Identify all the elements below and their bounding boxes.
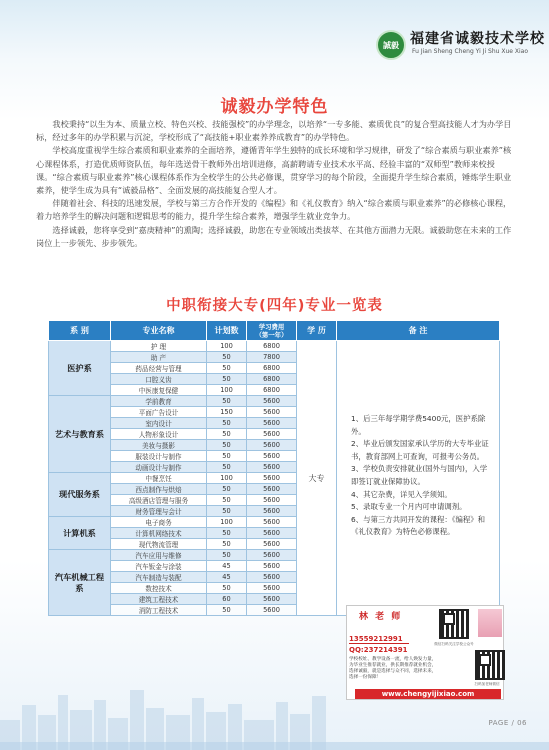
tuition-cell: 5600: [247, 572, 297, 583]
major-cell: 护 理: [111, 341, 207, 352]
tuition-cell: 5600: [247, 583, 297, 594]
major-cell: 计算机网络技术: [111, 528, 207, 539]
contact-phone[interactable]: 13559212991: [349, 635, 403, 643]
major-cell: 建筑工程技术: [111, 594, 207, 605]
header-category: 系 别: [49, 321, 111, 341]
enrollment-cell: 50: [207, 462, 247, 473]
tuition-cell: 5600: [247, 440, 297, 451]
major-cell: 电子商务: [111, 517, 207, 528]
enrollment-cell: 50: [207, 352, 247, 363]
enrollment-cell: 50: [207, 396, 247, 407]
major-cell: 学前教育: [111, 396, 207, 407]
major-cell: 高级酒店管理与服务: [111, 495, 207, 506]
note-item: 5、录取专业一个月内可申请调剂。: [351, 502, 467, 512]
major-cell: 美妆与摄影: [111, 440, 207, 451]
intro-paragraph-1: 我校秉持“以生为本、质量立校、特色兴校、技能强校”的办学理念，以培养“一专多能、素质优良”的复合型高技能人才为办学目标，经过多年的办学积累与沉淀，学校形成了“高技能+职业素养养成教育”的办学特色。: [36, 119, 512, 143]
enrollment-cell: 50: [207, 583, 247, 594]
program-table: [48, 320, 500, 616]
header-tuition-sub: （第一年）: [255, 330, 288, 339]
table-row: [49, 341, 500, 352]
major-cell: 药品经营与管理: [111, 363, 207, 374]
education-cell: 大专: [297, 341, 337, 616]
major-cell: 口腔义齿: [111, 374, 207, 385]
major-cell: 人物形象设计: [111, 429, 207, 440]
enrollment-cell: 50: [207, 374, 247, 385]
note-item: 2、毕业后颁发国家承认学历的大专毕业证书，教育部网上可查询，可报考公务员。: [351, 439, 489, 461]
header-tuition-label: 学习费用: [258, 322, 285, 331]
enrollment-cell: 150: [207, 407, 247, 418]
major-cell: 平面广告设计: [111, 407, 207, 418]
tuition-cell: 5600: [247, 594, 297, 605]
tuition-cell: 5600: [247, 495, 297, 506]
feature-section-title: 诚毅办学特色: [220, 97, 329, 117]
tuition-cell: 6800: [247, 374, 297, 385]
contact-photo: [478, 609, 502, 637]
tuition-cell: 5600: [247, 506, 297, 517]
teacher-qr-code[interactable]: [475, 650, 505, 680]
major-cell: 消防工程技术: [111, 605, 207, 616]
contact-card: [346, 605, 504, 700]
major-cell: 中医康复保健: [111, 385, 207, 396]
tuition-cell: 5600: [247, 462, 297, 473]
note-item: 1、后三年每学期学费5400元，医护系除外。: [351, 414, 486, 436]
page-header: [0, 0, 549, 70]
feature-intro: [36, 118, 514, 250]
enrollment-cell: 50: [207, 418, 247, 429]
enrollment-cell: 100: [207, 517, 247, 528]
tuition-cell: 5600: [247, 484, 297, 495]
program-table-title: 中职衔接大专(四年)专业一览表: [166, 298, 383, 314]
tuition-cell: 5600: [247, 605, 297, 616]
contact-description: 学校校址、教学设备一流，给人焕发力量，为毕业生推荐就业，供长期推荐就业机会，选择诚毅，就是选择与众不同，选择未来，选择一份保障！: [349, 657, 437, 680]
tuition-cell: 5600: [247, 407, 297, 418]
major-cell: 室内设计: [111, 418, 207, 429]
header-education: 学 历: [297, 321, 337, 341]
header-major: 专业名称: [111, 321, 207, 341]
enrollment-cell: 50: [207, 363, 247, 374]
major-cell: 汽车应用与维修: [111, 550, 207, 561]
intro-paragraph-2: 学校高度重视学生综合素质和职业素养的全面培养，遵循青年学生独特的成长环境和学习规律，研发了“综合素质与职业素养”核心课程体系，打造优质师资队伍，每年选送骨干教师外出培训进修，高薪聘请专业技术水平高、经验丰富的“双师型”教师来校授课。“综合素质与职业素养”核心课程体系作为全校学生的公共必修课，贯穿学习的每个阶段，全面提升学生综合素质，锤炼学生职业素养，使学生成为具有“诚毅品格”、全面发展的高技能复合型人才。: [36, 145, 512, 196]
major-cell: 汽车钣金与涂装: [111, 561, 207, 572]
major-cell: 动画设计与制作: [111, 462, 207, 473]
enrollment-cell: 50: [207, 484, 247, 495]
enrollment-cell: 45: [207, 572, 247, 583]
enrollment-cell: 50: [207, 506, 247, 517]
tuition-cell: 5600: [247, 396, 297, 407]
category-cell: 医护系: [49, 341, 111, 396]
tuition-cell: 5600: [247, 528, 297, 539]
logo-text: 誠毅: [383, 40, 399, 50]
major-cell: 汽车制造与装配: [111, 572, 207, 583]
qr-caption-2: 扫码加老师微信: [474, 682, 500, 686]
major-cell: 服装设计与制作: [111, 451, 207, 462]
enrollment-cell: 100: [207, 473, 247, 484]
tuition-cell: 5600: [247, 517, 297, 528]
category-cell: 汽车机械工程系: [49, 550, 111, 616]
table-header-row: [49, 321, 500, 341]
enrollment-cell: 50: [207, 440, 247, 451]
contact-qq[interactable]: QQ:237214391: [349, 646, 408, 654]
enrollment-cell: 50: [207, 429, 247, 440]
tuition-cell: 5600: [247, 550, 297, 561]
header-tuition: [247, 321, 297, 341]
school-logo: [376, 30, 406, 60]
major-cell: 中餐烹饪: [111, 473, 207, 484]
enrollment-cell: 50: [207, 451, 247, 462]
enrollment-cell: 50: [207, 528, 247, 539]
enrollment-cell: 50: [207, 539, 247, 550]
notes-cell: [337, 341, 500, 616]
tuition-cell: 5600: [247, 561, 297, 572]
school-pinyin: Fu Jian Sheng Cheng Yi Ji Shu Xue Xiao: [412, 48, 529, 55]
note-item: 4、其它杂费，详见入学须知。: [351, 489, 452, 499]
tuition-cell: 6800: [247, 341, 297, 352]
intro-paragraph-4: 选择诚毅，您将享受到“嘉庚精神”的熏陶；选择诚毅，助您在专业领域出类拔萃、在其他方面潜力无限。诚毅助您在未来的工作岗位上一步领先、步步领先。: [36, 224, 512, 248]
enrollment-cell: 100: [207, 341, 247, 352]
tuition-cell: 5600: [247, 539, 297, 550]
tuition-cell: 6800: [247, 385, 297, 396]
tuition-cell: 5600: [247, 473, 297, 484]
contact-name: 林 老 师: [359, 612, 403, 622]
enrollment-cell: 50: [207, 605, 247, 616]
major-cell: 财务管理与会计: [111, 506, 207, 517]
major-cell: 西点制作与烘焙: [111, 484, 207, 495]
note-item: 6、与第三方共同开发的课程：《编程》和《礼仪教育》为特色必修课程。: [351, 514, 486, 537]
tuition-cell: 5600: [247, 429, 297, 440]
table-body: [49, 341, 500, 616]
page-number: PAGE / 06: [488, 719, 527, 727]
category-cell: 现代服务系: [49, 473, 111, 517]
enrollment-cell: 50: [207, 495, 247, 506]
tuition-cell: 5600: [247, 451, 297, 462]
header-enrollment: 计划数: [207, 321, 247, 341]
major-cell: 数控技术: [111, 583, 207, 594]
school-name: 福建省诚毅技术学校: [410, 31, 545, 47]
enrollment-cell: 45: [207, 561, 247, 572]
qr-caption-1: 微信扫码关注学校公众号: [434, 642, 474, 646]
wechat-qr-code[interactable]: [439, 609, 469, 639]
tuition-cell: 6800: [247, 363, 297, 374]
header-notes: 备 注: [337, 321, 500, 341]
intro-paragraph-3: 伴随着社会、科技的迅速发展，学校与第三方合作开发的《编程》和《礼仪教育》纳入“综合素质与职业素养”的必修核心课程，着力培养学生的解决问题和逻辑思考的能力，提升学生综合素养，增强学生就业竞争力。: [36, 198, 512, 222]
enrollment-cell: 60: [207, 594, 247, 605]
category-cell: 计算机系: [49, 517, 111, 550]
enrollment-cell: 100: [207, 385, 247, 396]
category-cell: 艺术与教育系: [49, 396, 111, 473]
website-link[interactable]: www.chengyijixiao.com: [355, 689, 501, 699]
enrollment-cell: 50: [207, 550, 247, 561]
major-cell: 助 产: [111, 352, 207, 363]
major-cell: 现代物流管理: [111, 539, 207, 550]
contact-divider: [349, 643, 409, 644]
tuition-cell: 7800: [247, 352, 297, 363]
note-item: 3、学校负责安排就业(国外与国内)，入学即签订就业保障协议。: [351, 464, 488, 486]
tuition-cell: 5600: [247, 418, 297, 429]
